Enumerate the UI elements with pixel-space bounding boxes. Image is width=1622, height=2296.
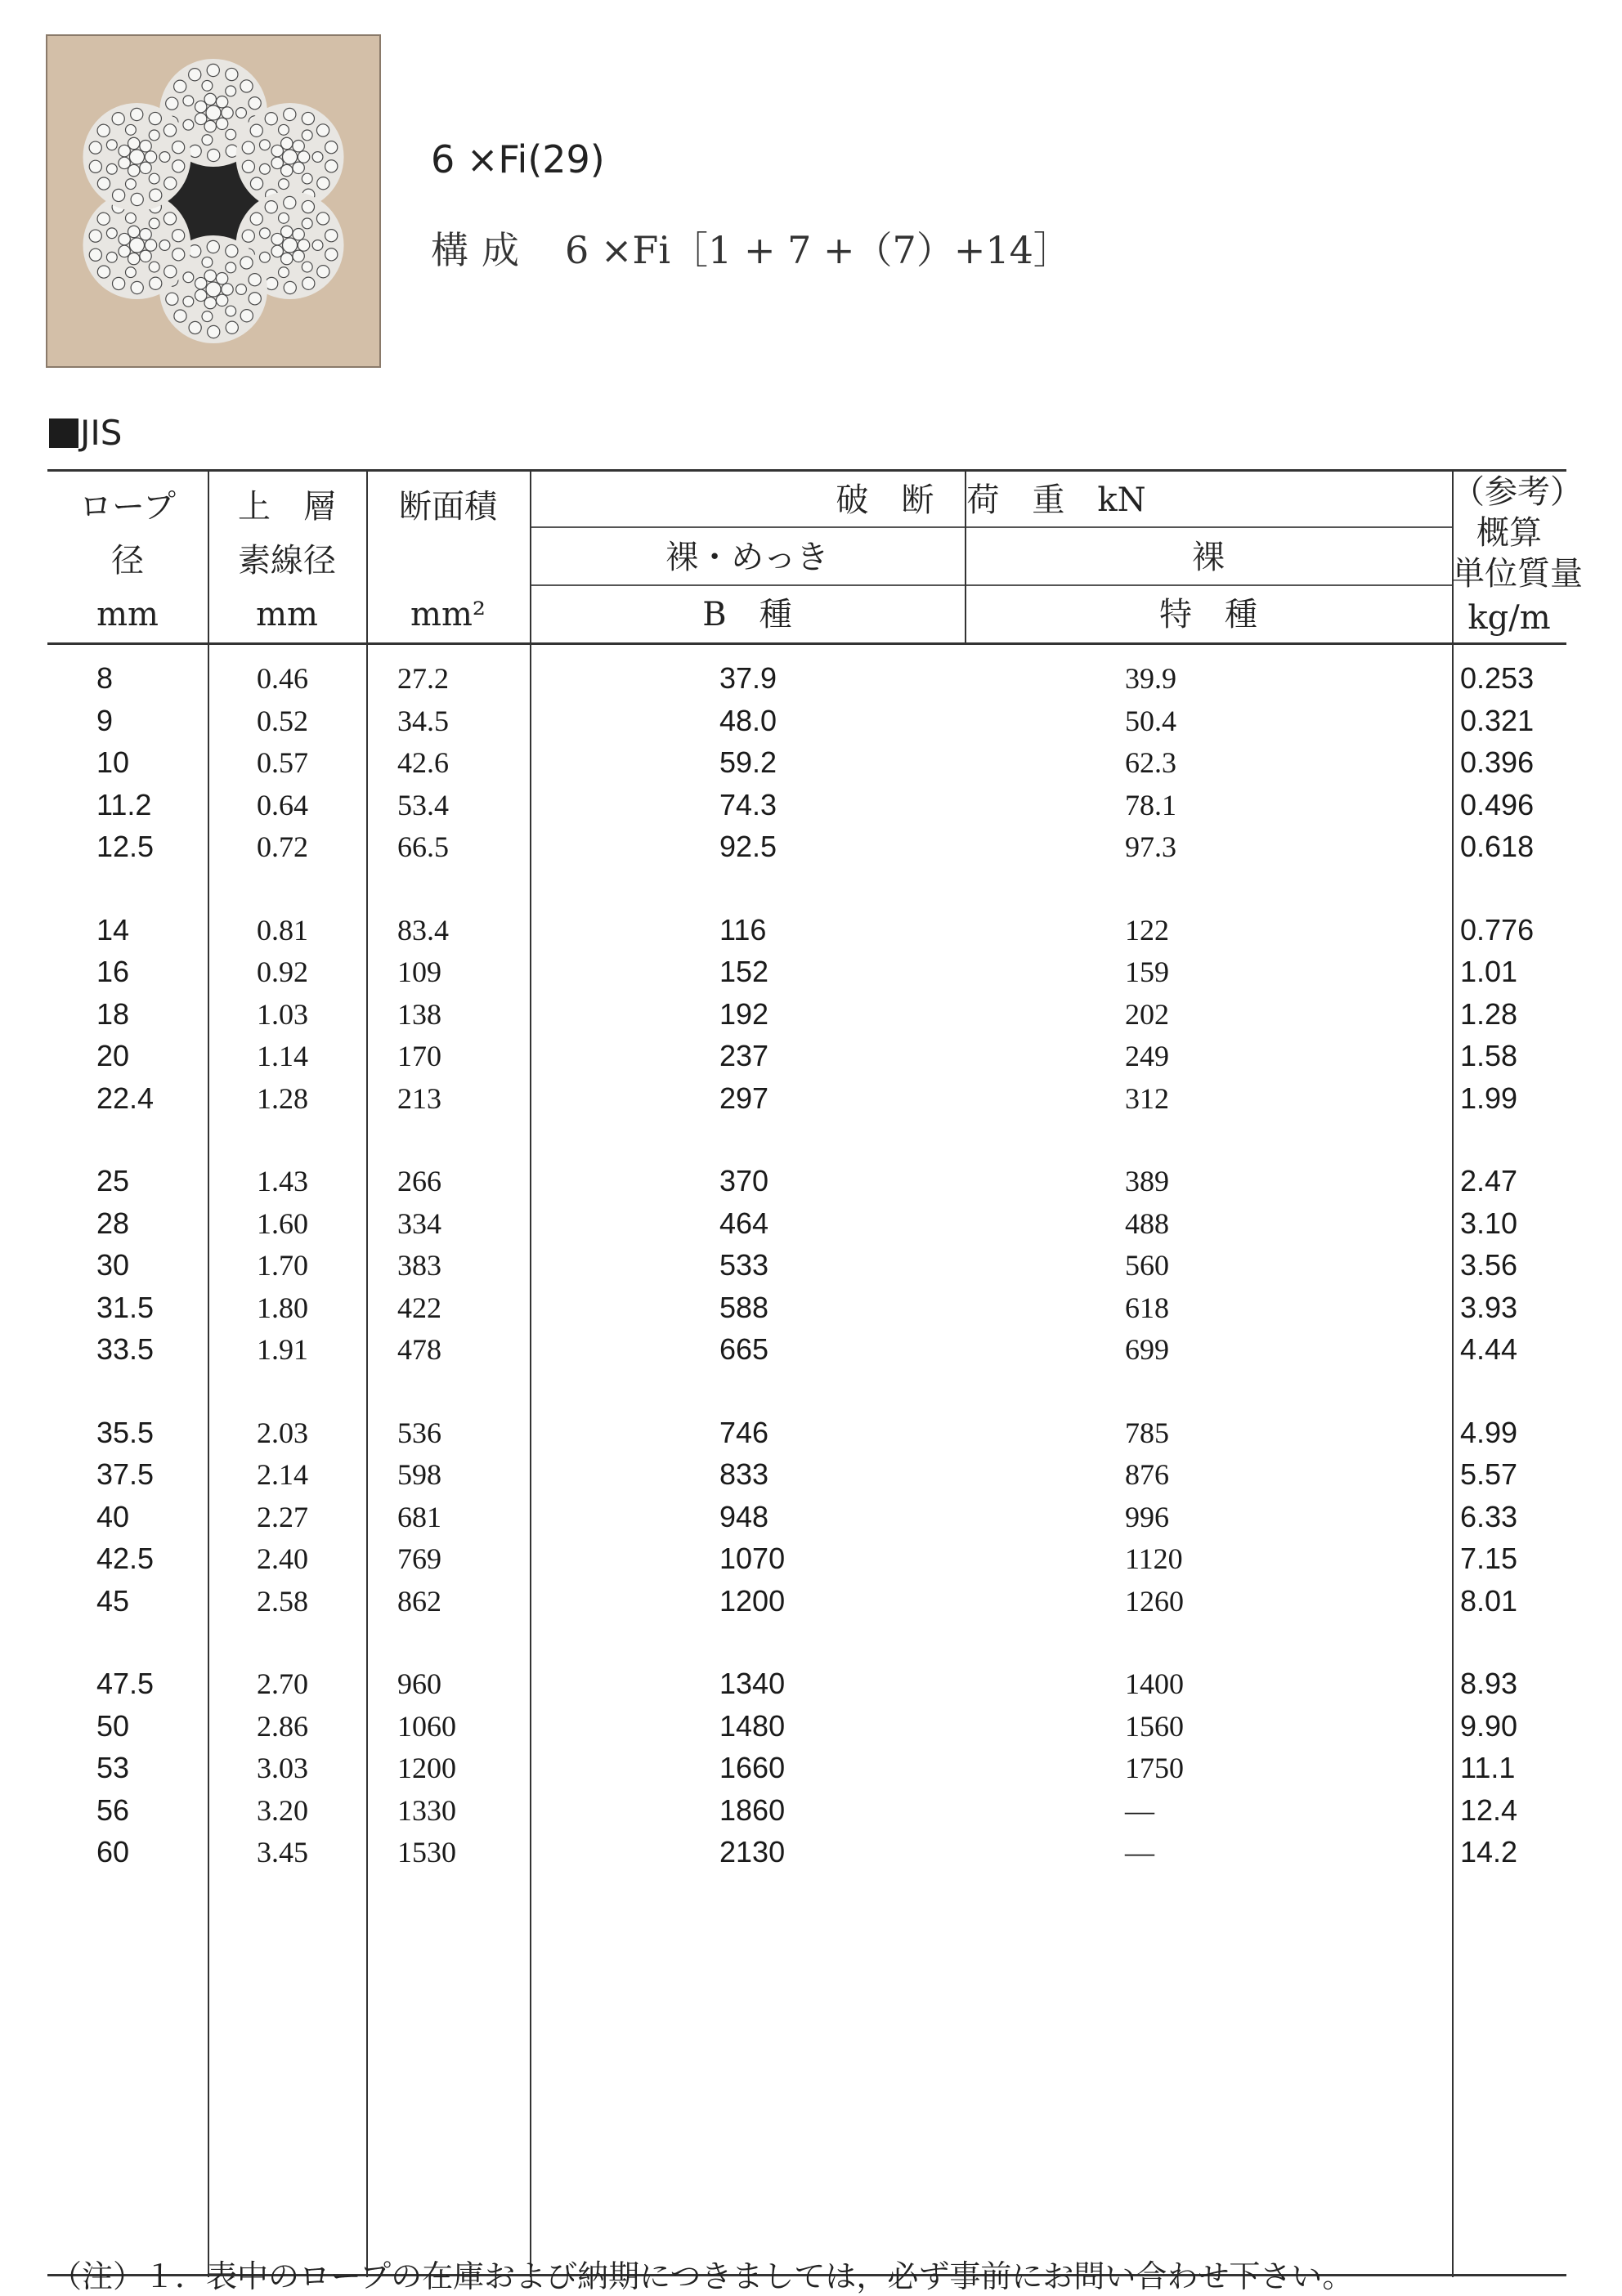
table-row — [47, 1748, 1566, 1790]
table-top-rule — [47, 469, 1566, 472]
table-row — [47, 1079, 1566, 1121]
table-row — [47, 1204, 1566, 1246]
cell-a: 478 — [397, 1333, 441, 1366]
cell-d: 30 — [96, 1248, 130, 1282]
cell-m: 12.4 — [1460, 1792, 1518, 1827]
cell-b: 48.0 — [719, 703, 777, 737]
cell-d: 10 — [96, 745, 130, 779]
header-area: 断面積 — [399, 488, 497, 526]
cell-d: 14 — [96, 912, 130, 947]
table-row — [47, 1707, 1566, 1748]
table-row — [47, 911, 1566, 952]
cell-d: 40 — [96, 1499, 130, 1533]
header-mass-1: 概算 — [1476, 514, 1542, 552]
cell-s: 996 — [1125, 1500, 1169, 1533]
construction — [431, 221, 1071, 275]
cell-s: 389 — [1125, 1165, 1169, 1197]
cell-s: 62.3 — [1125, 746, 1176, 779]
cell-a: 66.5 — [397, 830, 449, 863]
cell-w: 0.46 — [257, 662, 308, 695]
cell-b: 74.3 — [719, 787, 777, 821]
cell-s: 39.9 — [1125, 662, 1176, 695]
cell-m: 14.2 — [1460, 1835, 1518, 1869]
cell-w: 1.70 — [257, 1249, 308, 1282]
cell-w: 2.14 — [257, 1458, 308, 1491]
cell-a: 42.6 — [397, 746, 449, 779]
cell-a: 598 — [397, 1458, 441, 1491]
table-row — [47, 1246, 1566, 1287]
cell-d: 47.5 — [96, 1667, 155, 1700]
cell-m: 6.33 — [1460, 1499, 1518, 1533]
cell-w: 2.86 — [257, 1709, 308, 1743]
cell-b: 1340 — [719, 1667, 786, 1700]
cell-m: 8.93 — [1460, 1667, 1518, 1700]
cell-m: 4.44 — [1460, 1332, 1518, 1366]
cell-w: 1.91 — [257, 1333, 308, 1366]
cell-b: 116 — [719, 912, 767, 947]
cell-m: 3.93 — [1460, 1290, 1518, 1324]
cell-w: 1.60 — [257, 1206, 308, 1240]
table-row — [47, 1036, 1566, 1078]
cell-a: 1060 — [397, 1709, 456, 1743]
cell-b: 2130 — [719, 1835, 786, 1869]
table-row — [47, 785, 1566, 827]
cell-b: 297 — [719, 1081, 769, 1115]
cell-w: 1.80 — [257, 1291, 308, 1324]
cell-b: 37.9 — [719, 661, 777, 695]
cell-b: 948 — [719, 1499, 769, 1533]
table-row — [47, 1288, 1566, 1330]
cell-w: 1.28 — [257, 1081, 308, 1115]
table-row — [47, 659, 1566, 700]
cell-s: 122 — [1125, 913, 1169, 947]
header-rope-dia-2: 径 — [111, 542, 144, 580]
cell-b: 833 — [719, 1457, 769, 1491]
table-row — [47, 1497, 1566, 1539]
cell-s: 618 — [1125, 1291, 1169, 1324]
cell-d: 33.5 — [96, 1332, 155, 1366]
cell-s: — — [1125, 1793, 1154, 1827]
cell-m: 5.57 — [1460, 1457, 1518, 1491]
cell-a: 862 — [397, 1584, 441, 1618]
cell-s: 785 — [1125, 1416, 1169, 1449]
cell-s: — — [1125, 1836, 1154, 1869]
cell-s: 202 — [1125, 997, 1169, 1031]
header-mass-ref: （参考） — [1452, 473, 1583, 511]
cell-d: 45 — [96, 1583, 130, 1618]
header-grade-special: 特 種 — [1159, 596, 1257, 633]
cell-d: 56 — [96, 1792, 130, 1827]
spec-table — [47, 469, 1583, 2277]
cell-m: 2.47 — [1460, 1164, 1518, 1197]
cell-a: 334 — [397, 1206, 441, 1240]
cell-m: 1.01 — [1460, 955, 1518, 988]
cell-m: 0.776 — [1460, 912, 1535, 947]
cell-b: 588 — [719, 1290, 769, 1324]
cell-s: 488 — [1125, 1206, 1169, 1240]
cell-d: 9 — [96, 703, 114, 737]
cell-a: 422 — [397, 1291, 441, 1324]
cell-m: 11.1 — [1460, 1751, 1516, 1784]
table-row — [47, 1330, 1566, 1372]
cell-m: 7.15 — [1460, 1542, 1518, 1575]
header-outer-wire-2: 素線径 — [238, 542, 336, 580]
cell-m: 8.01 — [1460, 1583, 1518, 1618]
cell-m: 0.253 — [1460, 661, 1535, 695]
cell-a: 1330 — [397, 1793, 456, 1827]
cell-m: 1.99 — [1460, 1081, 1518, 1115]
header-grade-b: B 種 — [702, 596, 792, 633]
header-outer-wire-unit: mm — [256, 596, 318, 633]
cell-m: 0.321 — [1460, 703, 1535, 737]
cell-a: 681 — [397, 1500, 441, 1533]
cell-d: 42.5 — [96, 1542, 155, 1575]
cell-w: 1.14 — [257, 1040, 308, 1072]
construction-label: 構成 — [431, 228, 532, 272]
cell-a: 1200 — [397, 1752, 456, 1784]
header-rope-dia-unit: mm — [96, 596, 159, 633]
cell-s: 876 — [1125, 1458, 1169, 1491]
rope-cross-section-illustration — [47, 36, 379, 366]
table-row — [47, 1582, 1566, 1623]
cell-d: 35.5 — [96, 1415, 155, 1449]
footnote: （注）１．表中のロープの在庫および納期につきましては，必ず事前にお問い合わせ下さい。 — [51, 2258, 1354, 2294]
cell-b: 1200 — [719, 1583, 786, 1618]
cell-d: 53 — [96, 1751, 130, 1784]
cell-b: 665 — [719, 1332, 769, 1366]
cell-d: 25 — [96, 1164, 130, 1197]
cell-a: 213 — [397, 1081, 441, 1115]
cell-s: 1260 — [1125, 1584, 1184, 1618]
cell-a: 960 — [397, 1667, 441, 1700]
cell-b: 533 — [719, 1248, 769, 1282]
cell-a: 83.4 — [397, 913, 449, 947]
cell-d: 8 — [96, 661, 114, 695]
cell-w: 0.64 — [257, 788, 308, 821]
cell-b: 1860 — [719, 1792, 786, 1827]
cell-b: 92.5 — [719, 830, 777, 863]
cell-b: 237 — [719, 1039, 769, 1072]
cell-s: 50.4 — [1125, 704, 1176, 737]
cell-b: 152 — [719, 955, 769, 988]
cell-d: 20 — [96, 1039, 130, 1072]
rope-cross-section-photo — [46, 34, 381, 368]
cell-a: 383 — [397, 1249, 441, 1282]
table-row — [47, 1413, 1566, 1455]
cell-m: 1.28 — [1460, 996, 1518, 1031]
cell-w: 2.58 — [257, 1584, 308, 1618]
cell-w: 0.57 — [257, 746, 308, 779]
header-mass-2: 単位質量 — [1452, 555, 1583, 593]
cell-m: 3.56 — [1460, 1248, 1518, 1282]
table-row — [47, 1833, 1566, 1874]
cell-b: 59.2 — [719, 745, 777, 779]
cell-w: 1.03 — [257, 997, 308, 1031]
square-bullet-icon — [49, 418, 78, 448]
cell-s: 1120 — [1125, 1542, 1183, 1575]
breaking-load-divider — [530, 526, 1452, 528]
cell-s: 97.3 — [1125, 830, 1176, 863]
table-row — [47, 701, 1566, 743]
cell-d: 60 — [96, 1835, 130, 1869]
cell-a: 536 — [397, 1416, 441, 1449]
header-bottom-rule — [47, 642, 1566, 645]
cell-a: 138 — [397, 997, 441, 1031]
table-row — [47, 1455, 1566, 1497]
cell-m: 9.90 — [1460, 1708, 1518, 1743]
table-row — [47, 1664, 1566, 1706]
cell-w: 0.72 — [257, 830, 308, 863]
table-row — [47, 743, 1566, 785]
cell-m: 3.10 — [1460, 1206, 1518, 1240]
table-row — [47, 1161, 1566, 1203]
table-row — [47, 827, 1566, 869]
cell-w: 3.20 — [257, 1793, 308, 1827]
cell-a: 109 — [397, 956, 441, 988]
cell-a: 34.5 — [397, 704, 449, 737]
cell-d: 50 — [96, 1708, 130, 1743]
cell-a: 53.4 — [397, 788, 449, 821]
cell-d: 31.5 — [96, 1290, 155, 1324]
cell-a: 170 — [397, 1040, 441, 1072]
cell-s: 1400 — [1125, 1667, 1184, 1700]
cell-s: 560 — [1125, 1249, 1169, 1282]
cell-w: 1.43 — [257, 1165, 308, 1197]
cell-s: 249 — [1125, 1040, 1169, 1072]
cell-b: 1480 — [719, 1708, 786, 1743]
cell-a: 266 — [397, 1165, 441, 1197]
cell-a: 769 — [397, 1542, 441, 1575]
cell-s: 78.1 — [1125, 788, 1176, 821]
section-heading — [49, 413, 122, 453]
cell-w: 3.45 — [257, 1836, 308, 1869]
cell-s: 159 — [1125, 956, 1169, 988]
header-mass-unit: kg/m — [1467, 599, 1551, 637]
cell-m: 1.58 — [1460, 1039, 1518, 1072]
construction-value: 6 ×Fi［1 + 7 +（7）+14］ — [565, 228, 1071, 272]
cell-w: 0.92 — [257, 956, 308, 988]
cell-d: 11.2 — [96, 787, 152, 821]
cell-b: 192 — [719, 996, 769, 1031]
cell-b: 1070 — [719, 1542, 786, 1575]
table-row — [47, 1791, 1566, 1833]
cell-d: 18 — [96, 996, 130, 1031]
header-outer-wire-1: 上 層 — [238, 488, 336, 526]
cell-m: 0.496 — [1460, 787, 1535, 821]
cell-m: 4.99 — [1460, 1415, 1518, 1449]
section-title: JIS — [80, 413, 123, 453]
cell-s: 1560 — [1125, 1709, 1184, 1743]
header-rope-dia-1: ロープ — [79, 488, 176, 526]
cell-b: 746 — [719, 1415, 769, 1449]
cell-d: 12.5 — [96, 830, 155, 863]
table-row — [47, 1539, 1566, 1581]
cell-m: 0.396 — [1460, 745, 1535, 779]
table-row — [47, 952, 1566, 994]
cell-s: 1750 — [1125, 1752, 1184, 1784]
rope-name: 6 ×Fi(29) — [431, 137, 605, 181]
cell-s: 699 — [1125, 1333, 1169, 1366]
cell-w: 0.52 — [257, 704, 308, 737]
cell-a: 27.2 — [397, 662, 449, 695]
header-galvanized: 裸・めっき — [665, 539, 829, 576]
cell-w: 2.70 — [257, 1667, 308, 1700]
cell-b: 370 — [719, 1164, 769, 1197]
header-breaking-load: 破 断 荷 重 kN — [836, 481, 1146, 519]
header-bright: 裸 — [1192, 539, 1225, 576]
cell-d: 37.5 — [96, 1457, 155, 1491]
cell-w: 3.03 — [257, 1752, 308, 1784]
cell-b: 1660 — [719, 1751, 786, 1784]
cell-w: 0.81 — [257, 913, 308, 947]
cell-d: 22.4 — [96, 1081, 155, 1115]
cell-s: 312 — [1125, 1081, 1169, 1115]
cell-a: 1530 — [397, 1836, 456, 1869]
grade-divider — [530, 584, 1452, 586]
cell-w: 2.03 — [257, 1416, 308, 1449]
cell-d: 16 — [96, 955, 130, 988]
cell-w: 2.27 — [257, 1500, 308, 1533]
cell-d: 28 — [96, 1206, 130, 1240]
header-area-unit: mm² — [410, 596, 486, 633]
cell-m: 0.618 — [1460, 830, 1535, 863]
table-row — [47, 995, 1566, 1036]
cell-w: 2.40 — [257, 1542, 308, 1575]
cell-b: 464 — [719, 1206, 769, 1240]
